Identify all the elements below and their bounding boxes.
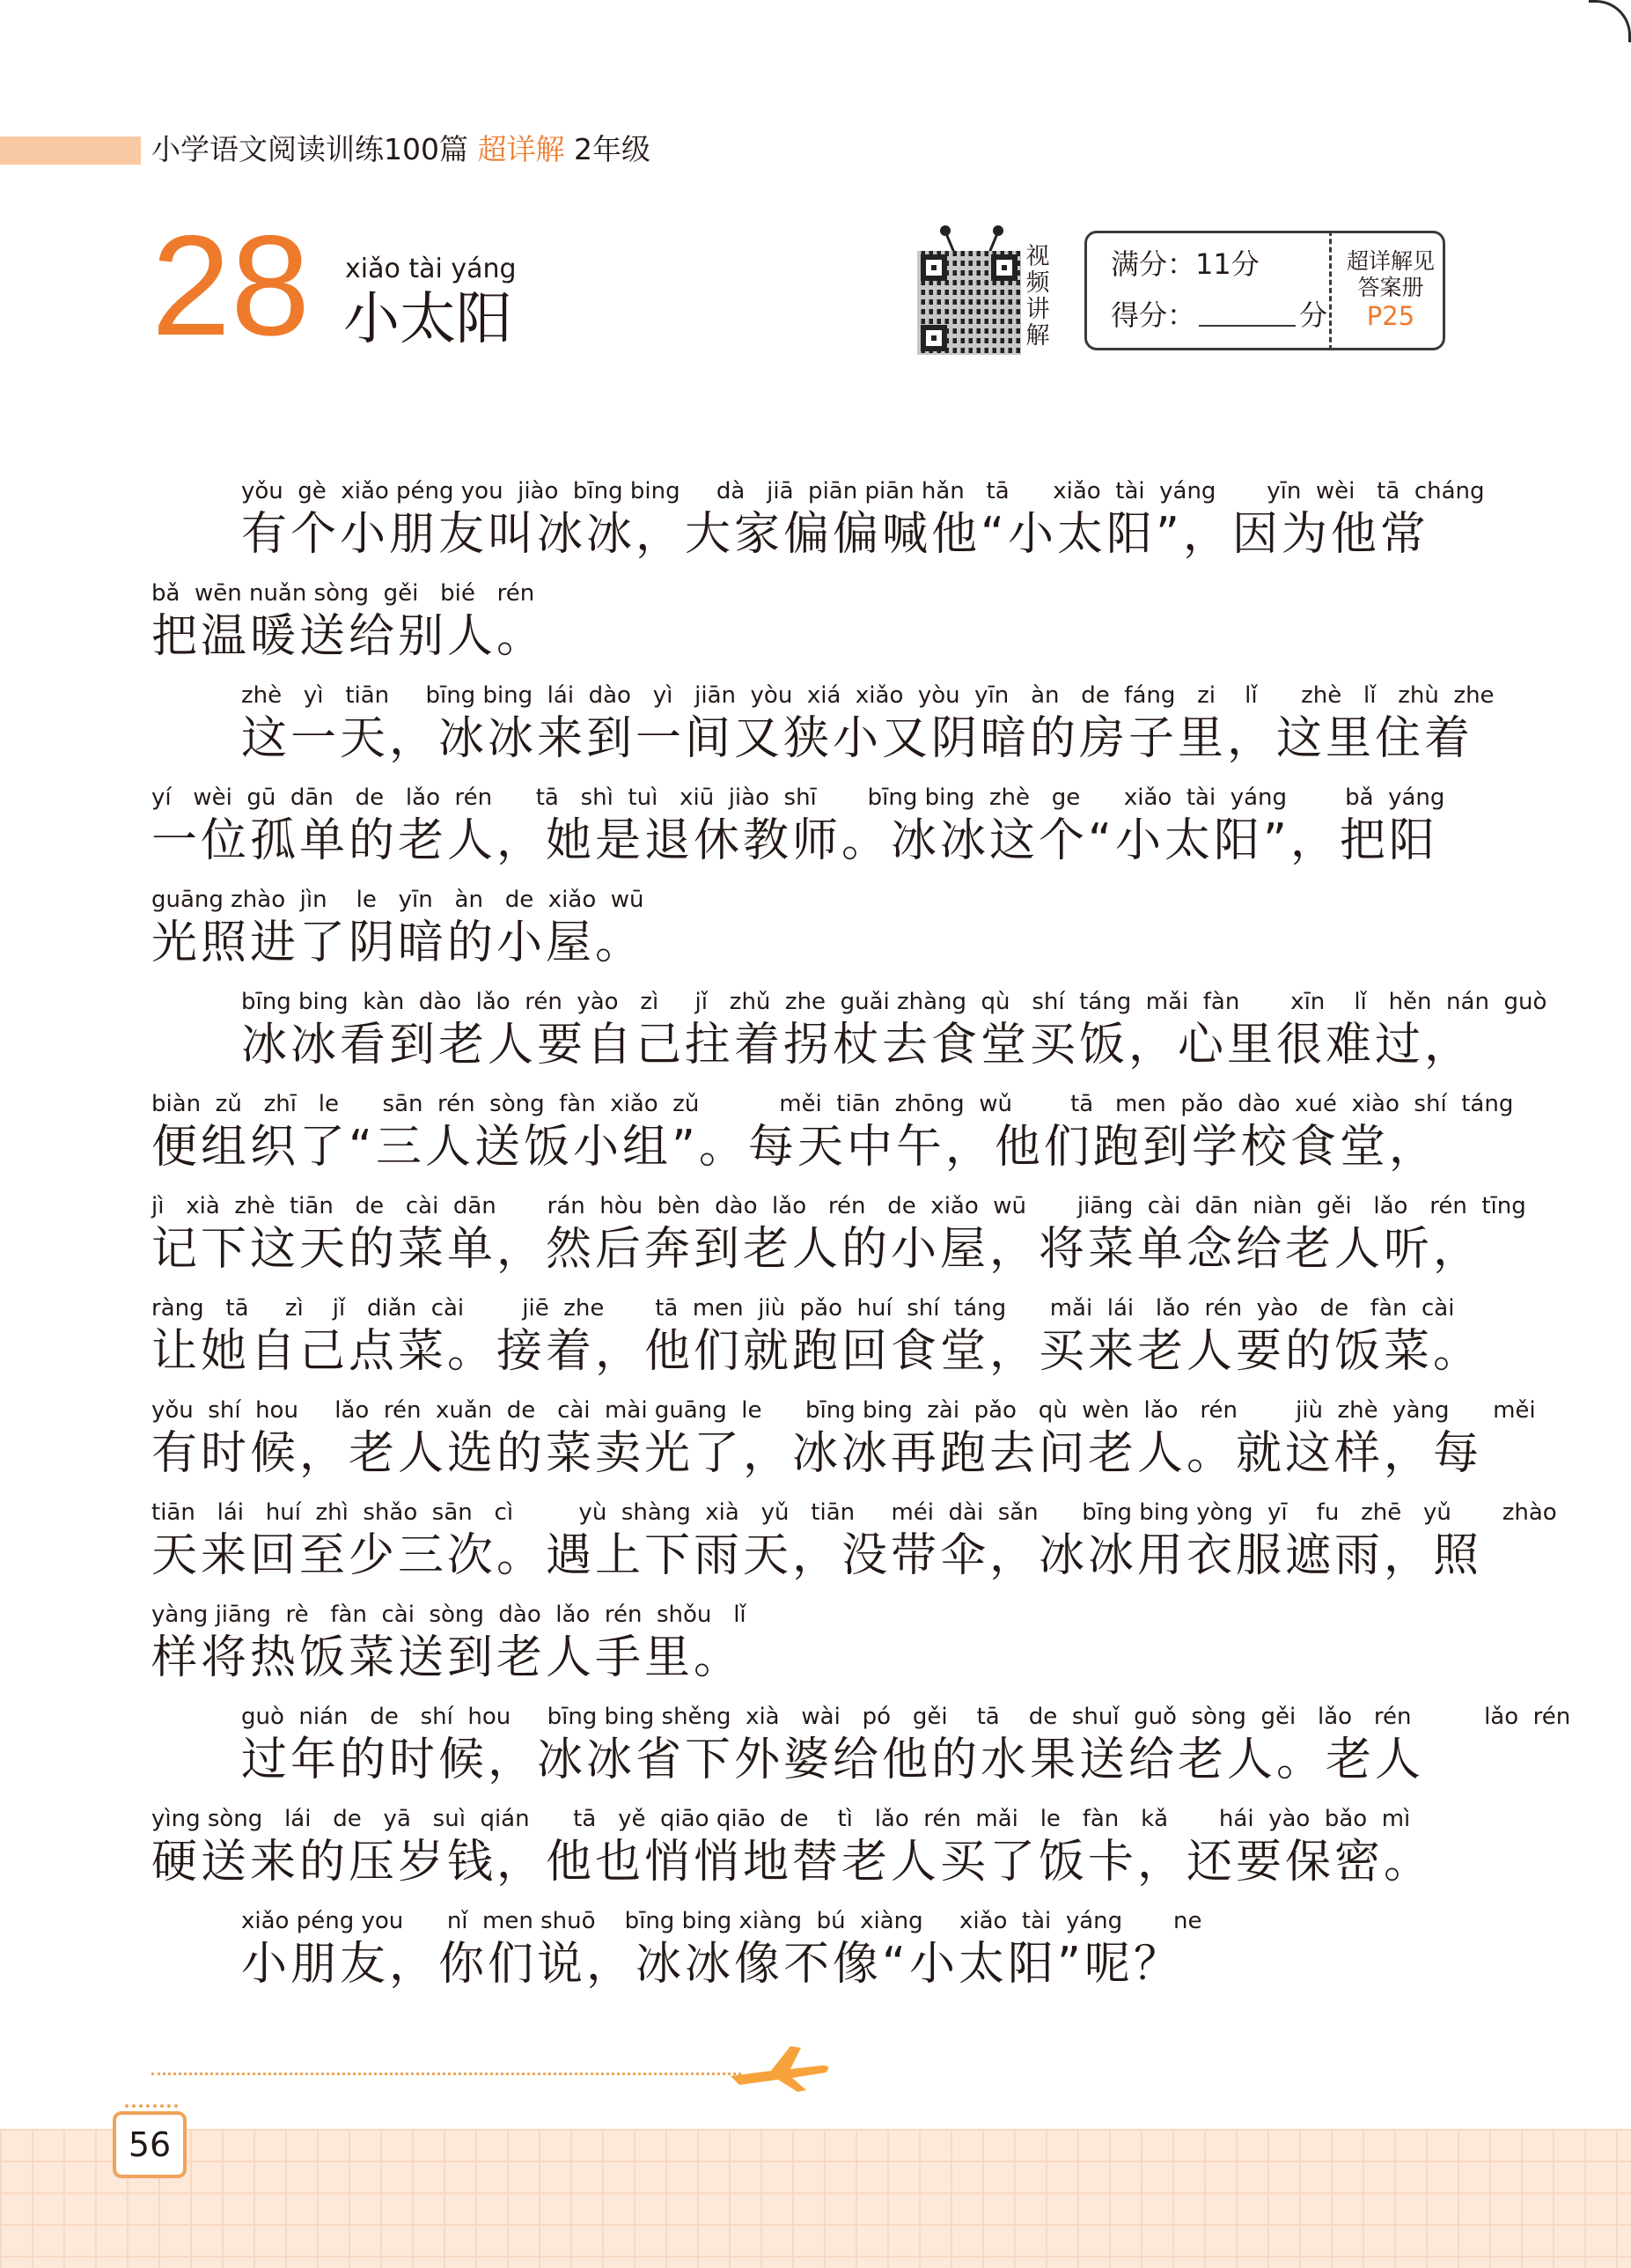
book-title (151, 130, 650, 169)
chinese-line: 这一天，冰冰来到一间又狭小又阴暗的房子里，这里住着 (241, 712, 1474, 765)
pinyin-line: yìng sòng lái de yā suì qián tā yě qiāo qiāo de tì lǎo rén mǎi le fàn kǎ hái yào bǎo mì (151, 1806, 1411, 1832)
pinyin-line: zhè yì tiān bīng bing lái dào yì jiān yòu xiá xiǎo yòu yīn àn de fáng zi lǐ zhè lǐ zhù zhe (241, 682, 1495, 709)
pinyin-line: guò nián de shí hou bīng bing shěng xià wài pó gěi tā de shuǐ guǒ sòng gěi lǎo rén lǎo rén (241, 1704, 1571, 1730)
pinyin-line: guāng zhào jìn le yīn àn de xiǎo wū (151, 887, 644, 913)
antenna-icon (937, 225, 1007, 254)
pinyin-line: yǒu shí hou lǎo rén xuǎn de cài mài guāng le bīng bing zài pǎo qù wèn lǎo rén jiù zhè yàng měi (151, 1397, 1536, 1424)
chinese-line: 有个小朋友叫冰冰，大家偏偏喊他“小太阳”，因为他常 (241, 508, 1429, 561)
page-number: 56 (128, 2125, 172, 2164)
pinyin-line: yí wèi gū dān de lǎo rén tā shì tuì xiū jiào shī bīng bing zhè ge xiǎo tài yáng bǎ yáng (151, 784, 1445, 811)
chinese-line: 一位孤单的老人，她是退休教师。冰冰这个“小太阳”，把阳 (151, 814, 1438, 867)
passage-line (151, 1395, 1536, 1497)
chinese-line: 小朋友，你们说，冰冰像不像“小太阳”呢？ (241, 1938, 1183, 1991)
book-title-highlight: 超详解 (477, 132, 565, 166)
chinese-line: 硬送来的压岁钱，他也悄悄地替老人买了饭卡，还要保密。 (151, 1836, 1434, 1889)
pinyin-line: tiān lái huí zhì shǎo sān cì yù shàng xià yǔ tiān méi dài sǎn bīng bing yòng yī fu zhē yǔ zhào (151, 1499, 1557, 1526)
pinyin-line: yǒu gè xiǎo péng you jiào bīng bing dà jiā piān piān hǎn tā xiǎo tài yáng yīn wèi tā cháng (241, 478, 1485, 504)
lesson-title: 小太阳 (343, 287, 512, 352)
score-label: 得分： (1111, 298, 1196, 332)
answer-reference-text: 超详解见答案册 (1346, 248, 1435, 300)
passage-line (151, 884, 1454, 986)
chinese-line: 冰冰看到老人要自己拄着拐杖去食堂买饭，心里很难过， (241, 1019, 1474, 1071)
chinese-line: 让她自己点菜。接着，他们就跑回食堂，买来老人要的饭菜。 (151, 1325, 1483, 1378)
airplane-icon (727, 2041, 833, 2094)
chinese-line: 有时候，老人选的菜卖光了，冰冰再跑去问老人。就这样，每 (151, 1427, 1483, 1480)
book-title-text: 小学语文阅读训练100篇 (151, 132, 478, 166)
pinyin-line: yàng jiāng rè fàn cài sòng dào lǎo rén shǒu lǐ (151, 1602, 746, 1628)
chinese-line: 把温暖送给别人。 (151, 610, 547, 663)
passage-line (151, 1905, 1454, 2007)
pinyin-line: biàn zǔ zhī le sān rén sòng fàn xiǎo zǔ měi tiān zhōng wǔ tā men pǎo dào xué xiào shí táng (151, 1091, 1514, 1117)
passage-line (151, 1497, 1557, 1599)
pinyin-line: bǎ wēn nuǎn sòng gěi bié rén (151, 580, 535, 607)
answer-page: P25 (1366, 301, 1415, 331)
page-corner-decoration (1589, 0, 1631, 42)
chinese-line: 样将热饭菜送到老人手里。 (151, 1631, 744, 1684)
passage-line (151, 1599, 1454, 1701)
passage-line (151, 1803, 1454, 1905)
chinese-line: 过年的时候，冰冰省下外婆给他的水果送给老人。老人 (241, 1734, 1425, 1786)
score-unit: 分 (1299, 298, 1328, 332)
passage-line (151, 1088, 1514, 1190)
dotted-flight-path (151, 2073, 741, 2075)
full-score: 满分：11分 (1111, 247, 1260, 281)
qr-icon (917, 251, 1021, 355)
passage-line (151, 475, 1485, 578)
pinyin-line: bīng bing kàn dào lǎo rén yào zì jǐ zhǔ zhe guǎi zhàng qù shí táng mǎi fàn xīn lǐ hěn nán guò (241, 989, 1547, 1015)
chinese-line: 天来回至少三次。遇上下雨天，没带伞，冰冰用衣服遮雨，照 (151, 1529, 1483, 1582)
passage (151, 475, 1571, 2007)
score-field (1111, 296, 1327, 335)
score-blank[interactable] (1199, 300, 1296, 327)
passage-line (151, 986, 1547, 1088)
book-grade: 2年级 (564, 132, 650, 166)
pinyin-line: xiǎo péng you nǐ men shuō bīng bing xiàng bú xiàng xiǎo tài yáng ne (241, 1908, 1202, 1934)
passage-line (151, 782, 1454, 884)
passage-line (151, 1190, 1526, 1292)
qr-label: 视频讲解 (1025, 243, 1050, 350)
lesson-title-pinyin: xiǎo tài yáng (345, 254, 517, 284)
video-qr-code[interactable] (917, 225, 1058, 357)
pinyin-line: ràng tā zì jǐ diǎn cài jiē zhe tā men jiù pǎo huí shí táng mǎi lái lǎo rén yào de fàn cài (151, 1295, 1455, 1322)
chinese-line: 记下这天的菜单，然后奔到老人的小屋，将菜单念给老人听， (151, 1223, 1483, 1276)
passage-line (151, 680, 1495, 782)
passage-line (151, 578, 1454, 680)
pinyin-line: jì xià zhè tiān de cài dān rán hòu bèn dào lǎo rén de xiǎo wū jiāng cài dān niàn gěi lǎo rén tīng (151, 1193, 1526, 1219)
header-color-band (0, 136, 141, 165)
passage-line (151, 1701, 1571, 1803)
score-divider (1329, 231, 1332, 350)
footer-grid-background (0, 2129, 1631, 2268)
lesson-number: 28 (151, 206, 311, 365)
chinese-line: 光照进了阴暗的小屋。 (151, 917, 645, 969)
answer-reference (1338, 248, 1444, 331)
chinese-line: 便组织了“三人送饭小组”。每天中午，他们跑到学校食堂， (151, 1121, 1438, 1174)
passage-line (151, 1292, 1483, 1395)
